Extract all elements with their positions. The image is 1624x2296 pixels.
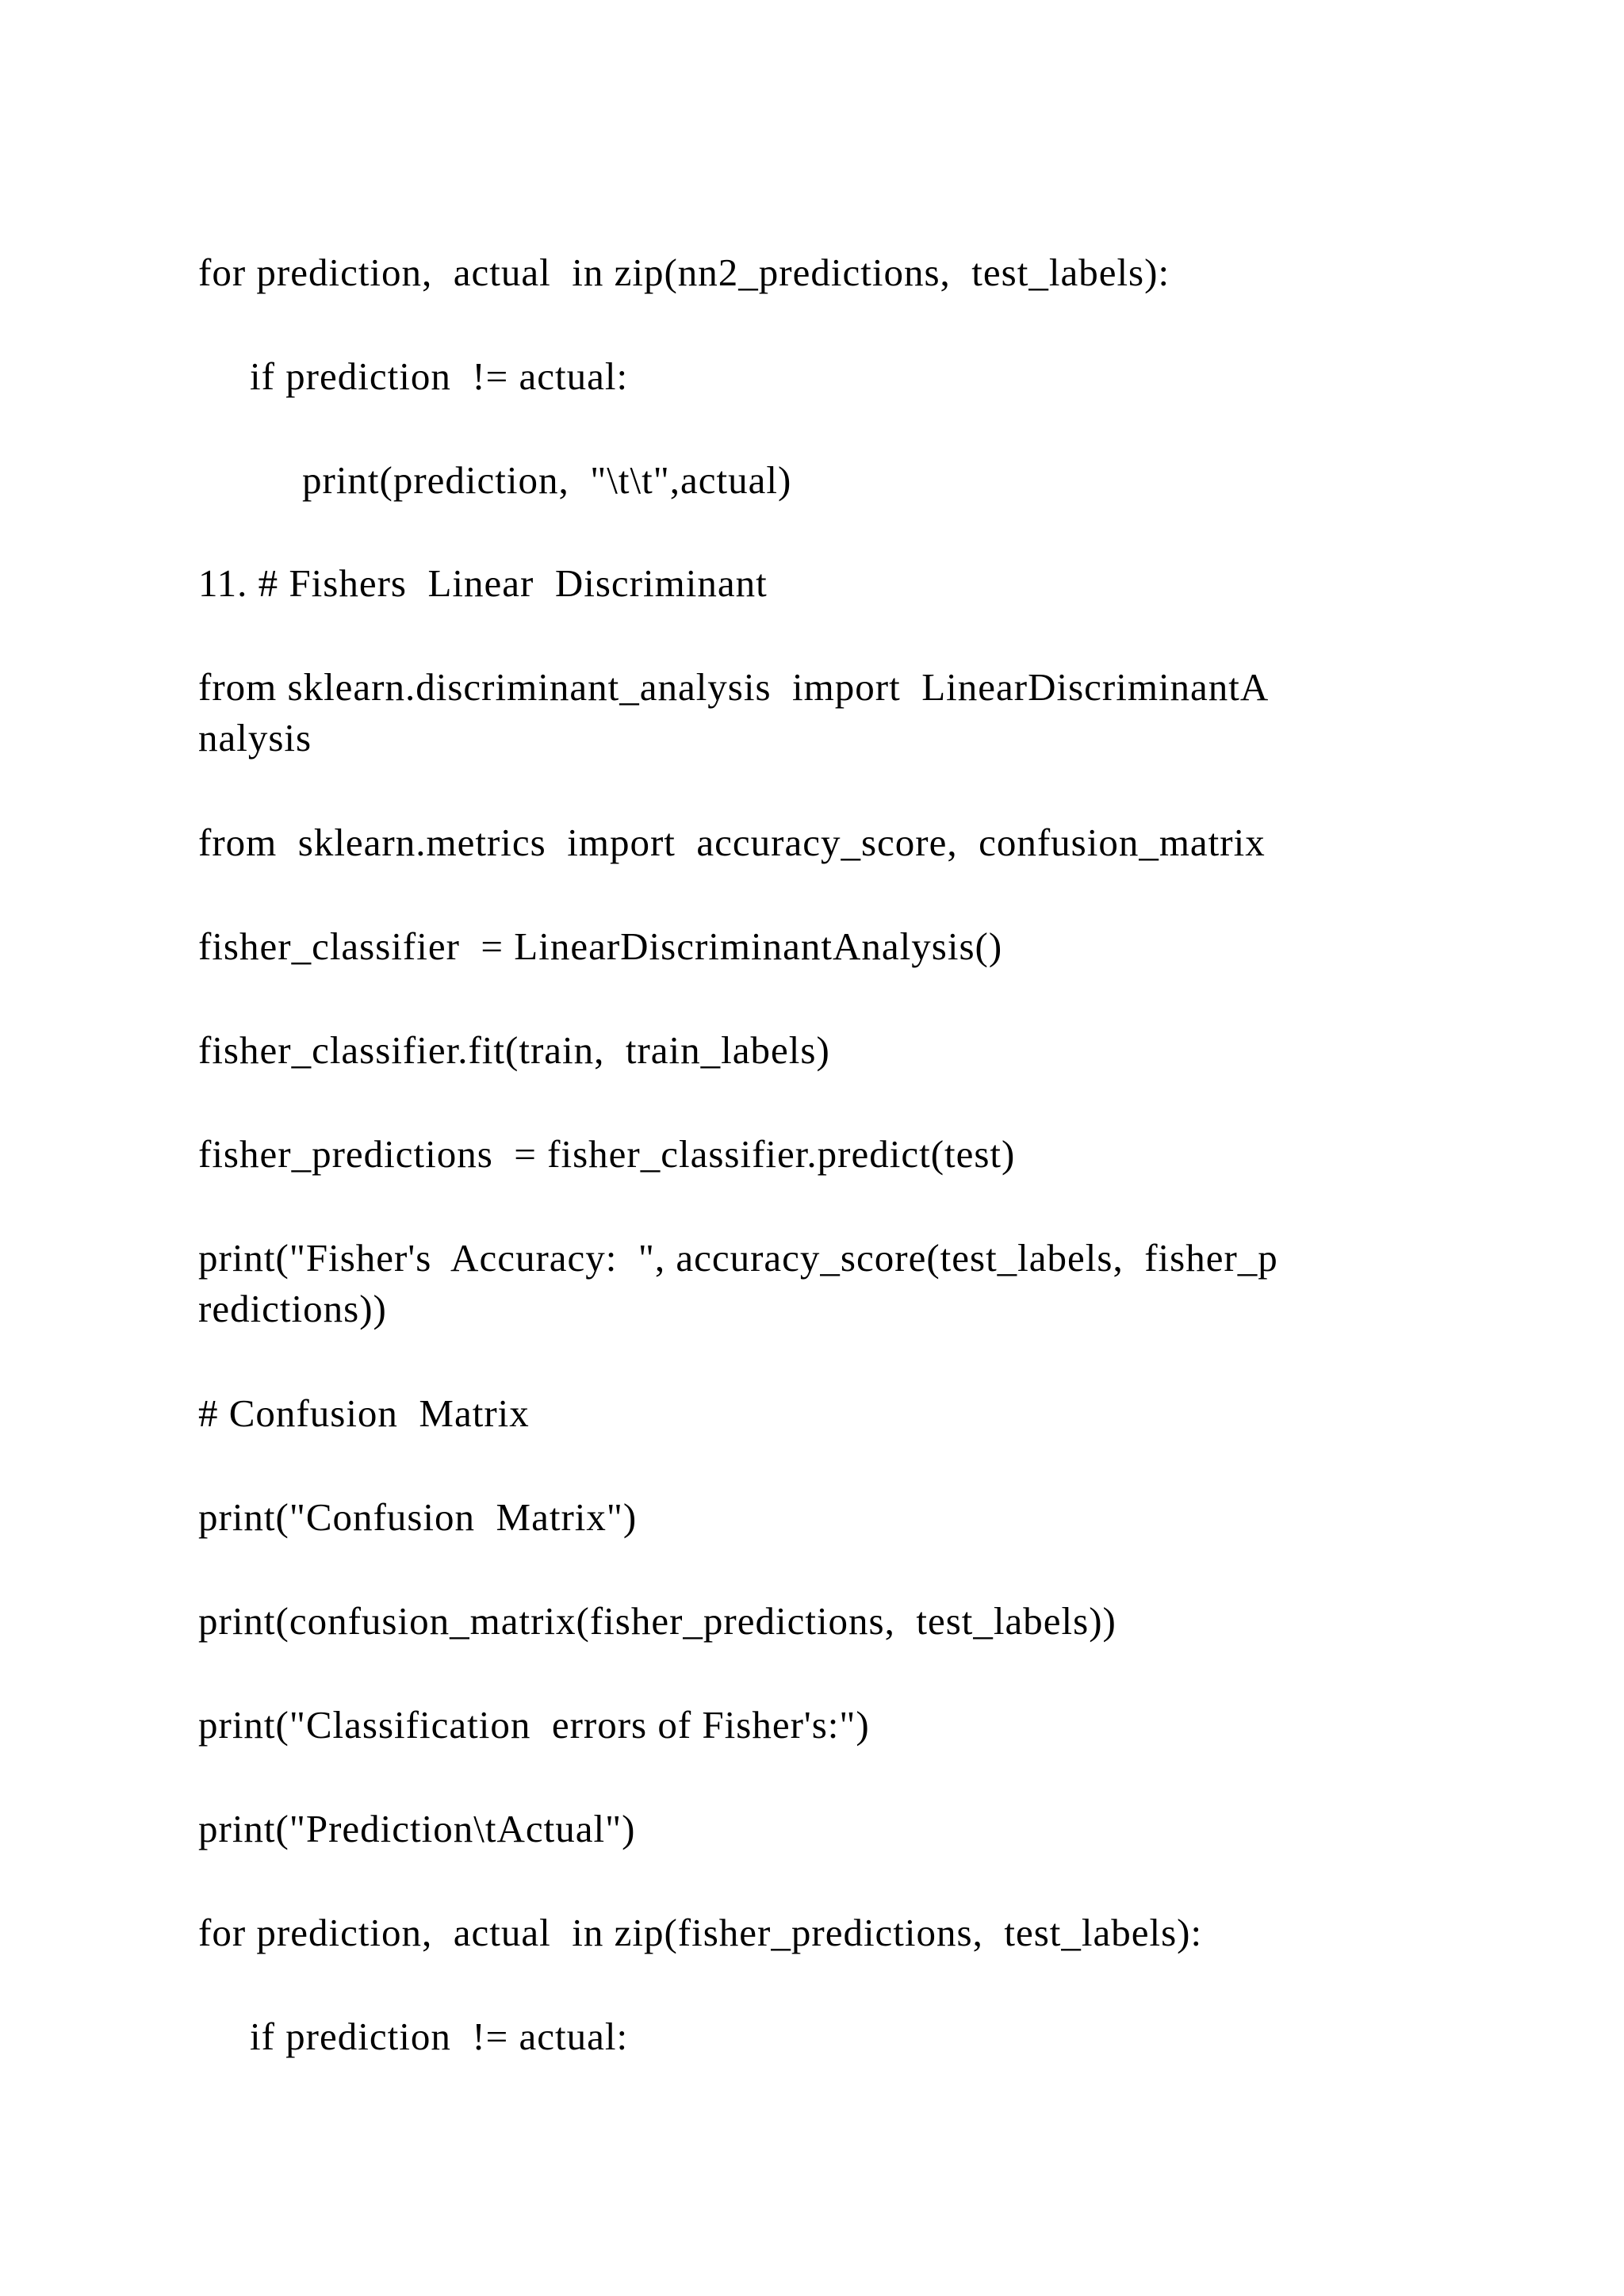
code-line-print-accuracy: [198, 1233, 1435, 1334]
code-text: # Confusion Matrix: [198, 1391, 530, 1435]
code-text-continued: redictions)): [198, 1287, 387, 1330]
code-text: fisher_classifier = LinearDiscriminantAnalysis(): [198, 924, 1003, 968]
code-text-continued: nalysis: [198, 716, 312, 760]
code-line-if-nn2: [250, 351, 1487, 402]
code-text: print(prediction, "\t\t",actual): [302, 458, 792, 502]
code-line-classifier-fit: [198, 1025, 1435, 1076]
code-text: print("Prediction\tActual"): [198, 1807, 636, 1850]
code-text: print("Confusion Matrix"): [198, 1495, 638, 1539]
code-line-print-errors-title: [198, 1700, 1435, 1751]
code-line-print-nn2: [302, 455, 1539, 506]
code-line-classifier-init: [198, 921, 1435, 972]
code-text: if prediction != actual:: [250, 354, 629, 398]
code-line-import-metrics: [198, 817, 1435, 868]
code-text: print("Fisher's Accuracy: ", accuracy_score(test_labels, fisher_p: [198, 1236, 1278, 1280]
code-text: fisher_predictions = fisher_classifier.predict(test): [198, 1132, 1016, 1176]
code-line-for-fisher: [198, 1908, 1435, 1958]
code-text: 11. # Fishers Linear Discriminant: [198, 561, 768, 605]
section-heading-fishers: [198, 558, 1435, 609]
code-line-print-cm: [198, 1596, 1435, 1647]
code-line-print-cm-title: [198, 1492, 1435, 1543]
code-text: for prediction, actual in zip(fisher_predictions, test_labels):: [198, 1911, 1203, 1954]
code-line-import-lda: [198, 662, 1435, 763]
code-text: if prediction != actual:: [250, 2015, 629, 2058]
code-line-print-header: [198, 1804, 1435, 1854]
code-text: print(confusion_matrix(fisher_predictions, test_labels)): [198, 1599, 1116, 1643]
code-text: from sklearn.metrics import accuracy_score, confusion_matrix: [198, 821, 1266, 864]
code-text: from sklearn.discriminant_analysis import LinearDiscriminantA: [198, 665, 1270, 709]
code-text: print("Classification errors of Fisher's:"): [198, 1703, 870, 1747]
code-comment-confusion-matrix: [198, 1388, 1435, 1439]
code-text: for prediction, actual in zip(nn2_predictions, test_labels):: [198, 251, 1170, 294]
code-text: fisher_classifier.fit(train, train_labels): [198, 1028, 830, 1072]
code-line-predict: [198, 1129, 1435, 1180]
code-line-if-fisher: [250, 2011, 1487, 2062]
code-line-for-nn2: [198, 247, 1435, 298]
